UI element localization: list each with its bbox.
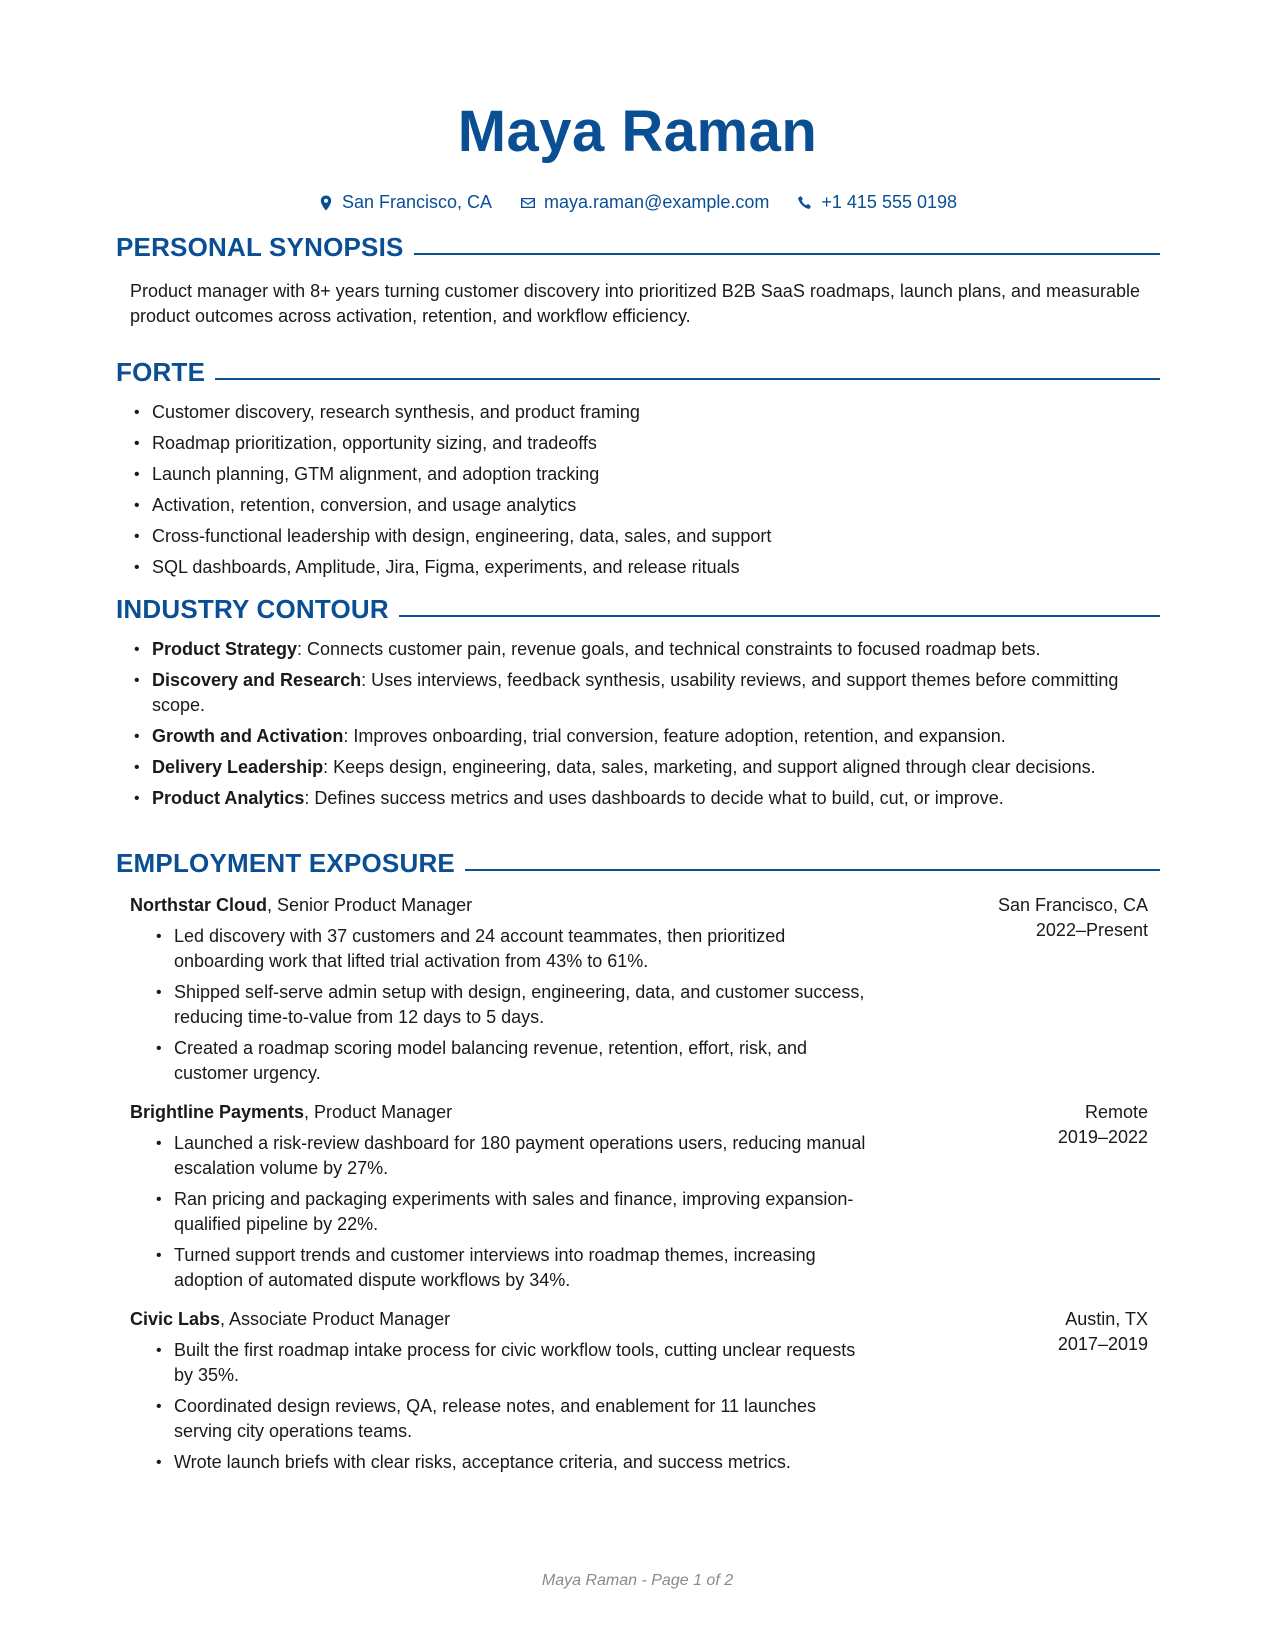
contact-phone[interactable] bbox=[797, 192, 957, 213]
job-dates: 2019–2022 bbox=[1057, 1127, 1148, 1147]
section-heading bbox=[116, 357, 1160, 388]
item-term: Product Strategy bbox=[152, 639, 298, 659]
location-text: San Francisco, CA bbox=[341, 192, 493, 212]
section-title: INDUSTRY CONTOUR bbox=[116, 594, 389, 624]
contour-section bbox=[116, 594, 1160, 817]
contact-email[interactable] bbox=[520, 192, 769, 213]
synopsis-text: Product manager with 8+ years turning customer discovery into prioritized B2B SaaS roadmaps, launch plans, and measurable product outcomes across activation, retention, and workflow efficiency. bbox=[130, 281, 1141, 326]
item-text: : Uses interviews, feedback synthesis, usability reviews, and support themes before committing scope. bbox=[152, 670, 1119, 715]
item-term: Discovery and Research bbox=[152, 670, 362, 690]
list-item: • SQL dashboards, Amplitude, Jira, Figma, experiments, and release rituals bbox=[130, 555, 1160, 580]
list-item: • Created a roadmap scoring model balancing revenue, retention, effort, risk, and customer urgency. bbox=[152, 1036, 872, 1086]
job-role: , Senior Product Manager bbox=[267, 895, 473, 915]
map-pin-icon bbox=[318, 195, 334, 211]
list-item: • Cross-functional leadership with design, engineering, data, sales, and support bbox=[130, 524, 1160, 549]
item-text: : Defines success metrics and uses dashboards to decide what to build, cut, or improve. bbox=[304, 788, 1004, 808]
list-item: • Built the first roadmap intake process for civic workflow tools, cutting unclear requests by 35%. bbox=[152, 1338, 872, 1388]
contact-bar bbox=[0, 192, 1275, 213]
job-location: Remote bbox=[1084, 1102, 1148, 1122]
job-entry bbox=[130, 1307, 1160, 1475]
list-item: • Roadmap prioritization, opportunity sizing, and tradeoffs bbox=[130, 431, 1160, 456]
contact-location bbox=[318, 192, 492, 213]
job-entry bbox=[130, 893, 1160, 1086]
list-item: • Launch planning, GTM alignment, and adoption tracking bbox=[130, 462, 1160, 487]
list-item: • Coordinated design reviews, QA, release notes, and enablement for 11 launches serving city operations teams. bbox=[152, 1394, 872, 1444]
section-divider bbox=[215, 378, 1160, 380]
section-divider bbox=[399, 615, 1160, 617]
item-text: : Connects customer pain, revenue goals, and technical constraints to focused roadmap bets. bbox=[297, 639, 1041, 659]
company-name: Civic Labs bbox=[130, 1309, 221, 1329]
item-text: : Improves onboarding, trial conversion, feature adoption, retention, and expansion. bbox=[343, 726, 1006, 746]
job-meta bbox=[1058, 1307, 1148, 1357]
job-dates: 2017–2019 bbox=[1057, 1334, 1148, 1354]
list-item: • Wrote launch briefs with clear risks, acceptance criteria, and success metrics. bbox=[152, 1450, 872, 1475]
phone-icon bbox=[797, 195, 813, 211]
list-item bbox=[130, 755, 1160, 780]
employment-section bbox=[116, 848, 1160, 1489]
list-item bbox=[130, 637, 1160, 662]
item-term: Product Analytics bbox=[152, 788, 305, 808]
list-item: • Customer discovery, research synthesis, and product framing bbox=[130, 400, 1160, 425]
job-role: , Product Manager bbox=[304, 1102, 453, 1122]
section-heading bbox=[116, 848, 1160, 879]
section-title: FORTE bbox=[116, 357, 206, 387]
list-item bbox=[130, 724, 1160, 749]
synopsis-section bbox=[116, 232, 1160, 329]
job-location: San Francisco, CA bbox=[997, 895, 1148, 915]
job-header bbox=[130, 1307, 1160, 1332]
item-term: Delivery Leadership bbox=[152, 757, 324, 777]
list-item bbox=[130, 786, 1160, 811]
list-item: • Shipped self-serve admin setup with design, engineering, data, and customer success, reducing time-to-value from 12 days to 5 days. bbox=[152, 980, 872, 1030]
section-heading bbox=[116, 232, 1160, 263]
job-bullets bbox=[130, 1131, 872, 1293]
forte-section bbox=[116, 357, 1160, 586]
list-item bbox=[130, 668, 1160, 718]
page-footer: Maya Raman - Page 1 of 2 bbox=[541, 1572, 734, 1589]
list-item: • Activation, retention, conversion, and usage analytics bbox=[130, 493, 1160, 518]
contour-list bbox=[116, 637, 1160, 811]
list-item: • Launched a risk-review dashboard for 180 payment operations users, reducing manual escalation volume by 27%. bbox=[152, 1131, 872, 1181]
job-dates: 2022–Present bbox=[1035, 920, 1148, 940]
company-name: Northstar Cloud bbox=[130, 895, 267, 915]
list-item: • Turned support trends and customer interviews into roadmap themes, increasing adoption of automated dispute workflows by 34%. bbox=[152, 1243, 872, 1293]
item-text: : Keeps design, engineering, data, sales, marketing, and support aligned through clear decisions. bbox=[323, 757, 1096, 777]
job-location: Austin, TX bbox=[1065, 1309, 1148, 1329]
forte-list bbox=[116, 400, 1160, 580]
job-bullets bbox=[130, 1338, 872, 1475]
job-meta bbox=[998, 893, 1148, 943]
job-header bbox=[130, 1100, 1160, 1125]
envelope-icon bbox=[520, 195, 536, 211]
section-heading bbox=[116, 594, 1160, 625]
list-item: • Ran pricing and packaging experiments with sales and finance, improving expansion-qualified pipeline by 22%. bbox=[152, 1187, 872, 1237]
job-entry bbox=[130, 1100, 1160, 1293]
section-title: EMPLOYMENT EXPOSURE bbox=[116, 848, 455, 878]
section-divider bbox=[414, 253, 1160, 255]
item-term: Growth and Activation bbox=[152, 726, 344, 746]
list-item: • Led discovery with 37 customers and 24 account teammates, then prioritized onboarding work that lifted trial activation from 43% to 61%. bbox=[152, 924, 872, 974]
section-divider bbox=[465, 869, 1160, 871]
job-bullets bbox=[130, 924, 872, 1086]
job-role: , Associate Product Manager bbox=[220, 1309, 451, 1329]
section-title: PERSONAL SYNOPSIS bbox=[116, 232, 404, 262]
job-meta bbox=[1058, 1100, 1148, 1150]
candidate-name: Maya Raman bbox=[457, 99, 818, 164]
company-name: Brightline Payments bbox=[130, 1102, 305, 1122]
email-link[interactable]: maya.raman@example.com bbox=[544, 192, 770, 212]
phone-link[interactable]: +1 415 555 0198 bbox=[821, 192, 958, 212]
